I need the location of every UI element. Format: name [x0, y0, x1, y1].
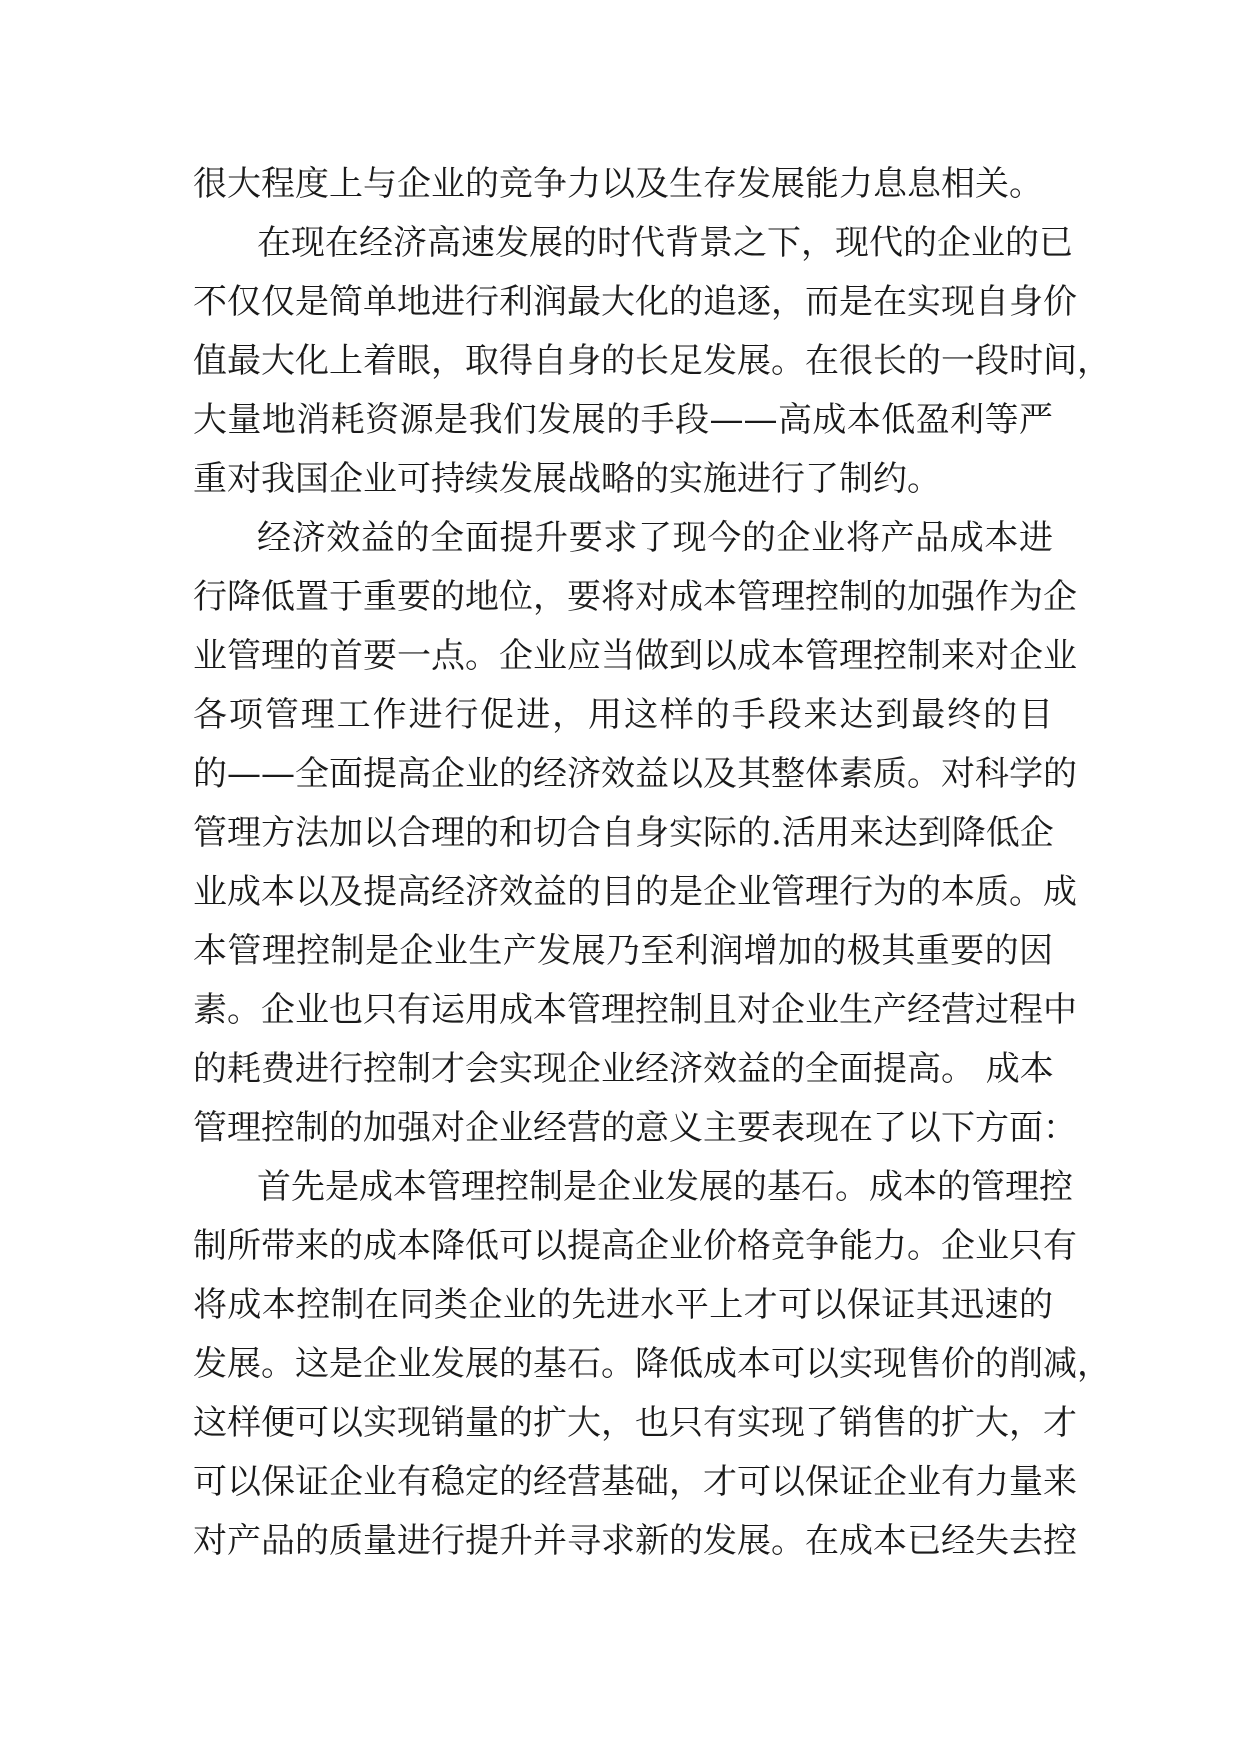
text-line: 经济效益的全面提升要求了现今的企业将产品成本进 — [257, 518, 1053, 558]
text-line: 业管理的首要一点。企业应当做到以成本管理控制来对企业 — [193, 636, 1077, 676]
body-text — [193, 155, 1111, 1571]
text-line: 各项管理工作进行促进，用这样的手段来达到最终的目 — [193, 695, 1053, 735]
text-line: 本管理控制是企业生产发展乃至利润增加的极其重要的因 — [193, 931, 1053, 971]
text-line: 值最大化上着眼，取得自身的长足发展。在很长的一段时间， — [193, 341, 1111, 381]
text-line: 制所带来的成本降低可以提高企业价格竞争能力。企业只有 — [193, 1226, 1077, 1266]
text-line: 将成本控制在同类企业的先进水平上才可以保证其迅速的 — [193, 1285, 1053, 1325]
text-line: 的——全面提高企业的经济效益以及其整体素质。对科学的 — [193, 754, 1077, 794]
text-line: 对产品的质量进行提升并寻求新的发展。在成本已经失去控 — [193, 1521, 1077, 1561]
text-line: 在现在经济高速发展的时代背景之下，现代的企业的已 — [257, 223, 1073, 263]
text-line: 管理控制的加强对企业经营的意义主要表现在了以下方面： — [193, 1108, 1077, 1148]
text-line: 管理方法加以合理的和切合自身实际的.活用来达到降低企 — [193, 813, 1054, 853]
text-line: 的耗费进行控制才会实现企业经济效益的全面提高。 成本 — [193, 1049, 1054, 1089]
text-line: 业成本以及提高经济效益的目的是企业管理行为的本质。成 — [193, 872, 1077, 912]
text-line: 不仅仅是简单地进行利润最大化的追逐，而是在实现自身价 — [193, 282, 1077, 322]
text-line: 行降低置于重要的地位，要将对成本管理控制的加强作为企 — [193, 577, 1077, 617]
text-line: 首先是成本管理控制是企业发展的基石。成本的管理控 — [257, 1167, 1073, 1207]
text-line: 大量地消耗资源是我们发展的手段——高成本低盈利等严 — [193, 400, 1053, 440]
text-line: 发展。这是企业发展的基石。降低成本可以实现售价的削减， — [193, 1344, 1111, 1384]
text-line: 重对我国企业可持续发展战略的实施进行了制约。 — [193, 459, 941, 499]
text-line: 很大程度上与企业的竞争力以及生存发展能力息息相关。 — [193, 164, 1043, 204]
text-line: 素。企业也只有运用成本管理控制且对企业生产经营过程中 — [193, 990, 1077, 1030]
text-line: 可以保证企业有稳定的经营基础，才可以保证企业有力量来 — [193, 1462, 1077, 1502]
text-line: 这样便可以实现销量的扩大，也只有实现了销售的扩大，才 — [193, 1403, 1077, 1443]
